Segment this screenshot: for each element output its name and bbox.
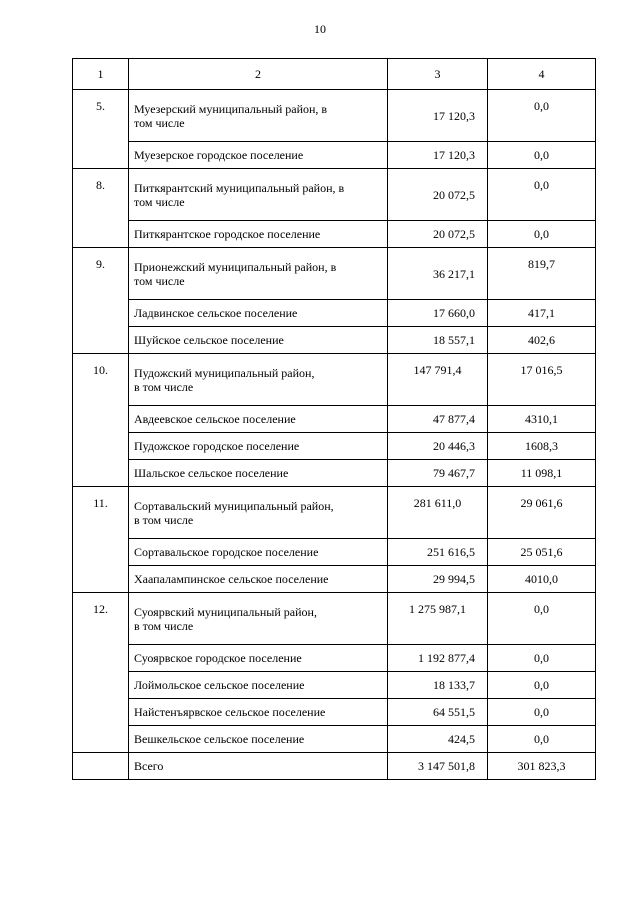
- settlement-name: Пудожское городское поселение: [129, 433, 388, 460]
- settlement-col4: 0,0: [488, 699, 596, 726]
- district-col4: 0,0: [488, 90, 596, 142]
- district-col4: 819,7: [488, 248, 596, 300]
- settlement-name: Вешкельское сельское поселение: [129, 726, 388, 753]
- settlement-name: Ладвинское сельское поселение: [129, 300, 388, 327]
- district-name-line1: Прионежский муниципальный район, в: [134, 259, 337, 274]
- settlement-name: Сортавальское городское поселение: [129, 539, 388, 566]
- settlement-col4: 0,0: [488, 672, 596, 699]
- district-row: [73, 248, 596, 300]
- district-name: [129, 169, 388, 221]
- table-body: [73, 59, 596, 780]
- district-name: [129, 354, 388, 406]
- district-name-line1: Муезерский муниципальный район, в: [134, 101, 328, 116]
- settlement-row: [73, 327, 596, 354]
- district-col3: 281 611,0: [388, 487, 488, 539]
- row-number: 12.: [73, 593, 129, 753]
- row-number: 5.: [73, 90, 129, 169]
- page-number: 10: [314, 22, 326, 36]
- settlement-col3: 29 994,5: [388, 566, 488, 593]
- district-name-line2: в том числе: [134, 379, 194, 394]
- budget-table: [72, 58, 596, 780]
- total-col4: 301 823,3: [488, 753, 596, 780]
- settlement-col4: 0,0: [488, 726, 596, 753]
- settlement-col4: 11 098,1: [488, 460, 596, 487]
- district-col3: 1 275 987,1: [388, 593, 488, 645]
- settlement-row: [73, 142, 596, 169]
- settlement-row: [73, 726, 596, 753]
- settlement-row: [73, 221, 596, 248]
- settlement-row: [73, 433, 596, 460]
- district-col4: 0,0: [488, 169, 596, 221]
- district-name-line2: в том числе: [134, 512, 194, 527]
- settlement-name: Шальское сельское поселение: [129, 460, 388, 487]
- header-cell-1: 1: [73, 59, 129, 90]
- settlement-row: [73, 672, 596, 699]
- header-cell-2: 2: [129, 59, 388, 90]
- district-row: [73, 354, 596, 406]
- row-number: 8.: [73, 169, 129, 248]
- settlement-col3: 20 072,5: [388, 221, 488, 248]
- settlement-name: Суоярвское городское поселение: [129, 645, 388, 672]
- district-name: [129, 248, 388, 300]
- header-row: [73, 59, 596, 90]
- settlement-row: [73, 406, 596, 433]
- district-name: [129, 593, 388, 645]
- district-col3: 20 072,5: [388, 169, 488, 221]
- settlement-col3: 79 467,7: [388, 460, 488, 487]
- district-name: [129, 90, 388, 142]
- total-col3: 3 147 501,8: [388, 753, 488, 780]
- settlement-col3: 424,5: [388, 726, 488, 753]
- settlement-col4: 417,1: [488, 300, 596, 327]
- district-name: [129, 487, 388, 539]
- header-cell-4: 4: [488, 59, 596, 90]
- total-row: [73, 753, 596, 780]
- settlement-col4: 0,0: [488, 221, 596, 248]
- district-col4: 17 016,5: [488, 354, 596, 406]
- settlement-col3: 17 660,0: [388, 300, 488, 327]
- district-row: [73, 169, 596, 221]
- header-cell-3: 3: [388, 59, 488, 90]
- settlement-row: [73, 645, 596, 672]
- district-name-line1: Питкярантский муниципальный район, в: [134, 180, 345, 195]
- settlement-row: [73, 460, 596, 487]
- settlement-col3: 17 120,3: [388, 142, 488, 169]
- total-label: Всего: [129, 753, 388, 780]
- settlement-row: [73, 566, 596, 593]
- district-name-line2: том числе: [134, 194, 185, 209]
- settlement-name: Хаапалампинское сельское поселение: [129, 566, 388, 593]
- settlement-row: [73, 699, 596, 726]
- district-row: [73, 593, 596, 645]
- row-number: 9.: [73, 248, 129, 354]
- district-row: [73, 487, 596, 539]
- settlement-row: [73, 539, 596, 566]
- settlement-col4: 402,6: [488, 327, 596, 354]
- settlement-col4: 4010,0: [488, 566, 596, 593]
- district-col3: 147 791,4: [388, 354, 488, 406]
- settlement-name: Питкярантское городское поселение: [129, 221, 388, 248]
- settlement-col3: 1 192 877,4: [388, 645, 488, 672]
- district-name-line1: Сортавальский муниципальный район,: [134, 498, 334, 513]
- settlement-row: [73, 300, 596, 327]
- district-name-line2: том числе: [134, 273, 185, 288]
- total-num-cell: [73, 753, 129, 780]
- row-number: 10.: [73, 354, 129, 487]
- settlement-col4: 0,0: [488, 645, 596, 672]
- settlement-col4: 4310,1: [488, 406, 596, 433]
- settlement-col4: 0,0: [488, 142, 596, 169]
- settlement-col3: 251 616,5: [388, 539, 488, 566]
- district-name-line2: в том числе: [134, 618, 194, 633]
- district-col3: 17 120,3: [388, 90, 488, 142]
- settlement-col3: 47 877,4: [388, 406, 488, 433]
- settlement-name: Муезерское городское поселение: [129, 142, 388, 169]
- settlement-col3: 64 551,5: [388, 699, 488, 726]
- district-col3: 36 217,1: [388, 248, 488, 300]
- settlement-name: Шуйское сельское поселение: [129, 327, 388, 354]
- settlement-col4: 25 051,6: [488, 539, 596, 566]
- district-row: [73, 90, 596, 142]
- district-col4: 29 061,6: [488, 487, 596, 539]
- settlement-name: Авдеевское сельское поселение: [129, 406, 388, 433]
- district-name-line1: Пудожский муниципальный район,: [134, 365, 315, 380]
- district-name-line2: том числе: [134, 115, 185, 130]
- settlement-col3: 18 133,7: [388, 672, 488, 699]
- district-name-line1: Суоярвский муниципальный район,: [134, 604, 317, 619]
- settlement-name: Найстенъярвское сельское поселение: [129, 699, 388, 726]
- row-number: 11.: [73, 487, 129, 593]
- district-col4: 0,0: [488, 593, 596, 645]
- settlement-col4: 1608,3: [488, 433, 596, 460]
- settlement-col3: 20 446,3: [388, 433, 488, 460]
- settlement-col3: 18 557,1: [388, 327, 488, 354]
- settlement-name: Лоймольское сельское поселение: [129, 672, 388, 699]
